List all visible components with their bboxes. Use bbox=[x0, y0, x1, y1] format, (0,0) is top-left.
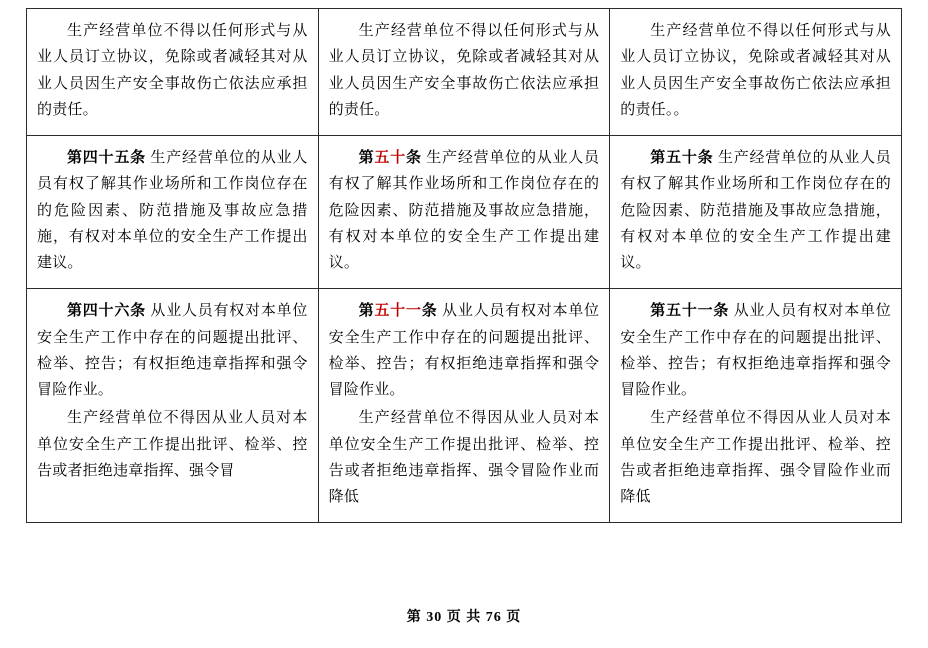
body-text: 生产经营单位不得因从业人员对本单位安全生产工作提出批评、检举、控告或者拒绝违章指挥、强令冒险作业而降低 bbox=[620, 410, 891, 505]
article-number: 第五十条 bbox=[650, 150, 714, 166]
article-number: 第四十五条 bbox=[67, 150, 146, 166]
paragraph bbox=[329, 18, 600, 123]
article-number-highlight: 五十 bbox=[374, 150, 406, 166]
body-text: 生产经营单位不得因从业人员对本单位安全生产工作提出批评、检举、控告或者拒绝违章指挥、强令冒险作业而降低 bbox=[328, 410, 600, 505]
page-footer bbox=[0, 606, 928, 626]
table-cell bbox=[610, 9, 902, 136]
paragraph bbox=[329, 298, 600, 403]
paragraph bbox=[620, 405, 891, 510]
body-text: 生产经营单位不得以任何形式与从业人员订立协议，免除或者减轻其对从业人员因生产安全事故伤亡依法应承担的责任。 bbox=[37, 23, 308, 118]
body-text: 从业人员有权对本单位安全生产工作中存在的问题提出批评、检举、控告；有权拒绝违章指挥和强令冒险作业。 bbox=[37, 303, 308, 398]
table-cell bbox=[27, 289, 319, 523]
paragraph bbox=[620, 18, 891, 123]
table-cell bbox=[318, 289, 610, 523]
paragraph bbox=[329, 145, 600, 276]
footer-text: 第 30 页 共 76 页 bbox=[406, 610, 522, 625]
table-row bbox=[27, 136, 902, 289]
article-number: 第四十六条 bbox=[67, 303, 146, 320]
table-cell bbox=[27, 9, 319, 136]
body-text: 生产经营单位不得因从业人员对本单位安全生产工作提出批评、检举、控告或者拒绝违章指挥、强令冒 bbox=[37, 410, 308, 479]
table-row bbox=[27, 9, 902, 136]
table-cell bbox=[610, 289, 902, 523]
paragraph bbox=[37, 18, 308, 123]
article-number-highlight: 五十一 bbox=[374, 303, 422, 320]
body-text: 从业人员有权对本单位安全生产工作中存在的问题提出批评、检举、控告；有权拒绝违章指挥和强令冒险作业。 bbox=[328, 303, 600, 398]
article-number: 条 bbox=[405, 150, 422, 166]
body-text: 从业人员有权对本单位安全生产工作中存在的问题提出批评、检举、控告；有权拒绝违章指挥和强令冒险作业。 bbox=[620, 303, 891, 398]
article-number: 条 bbox=[421, 303, 438, 320]
table-cell bbox=[610, 136, 902, 289]
paragraph bbox=[329, 405, 600, 510]
body-text: 生产经营单位不得以任何形式与从业人员订立协议，免除或者减轻其对从业人员因生产安全事故伤亡依法应承担的责任。 bbox=[328, 23, 600, 118]
article-number: 第 bbox=[358, 303, 375, 320]
paragraph bbox=[37, 405, 308, 484]
body-text: 生产经营单位的从业人员有权了解其作业场所和工作岗位存在的危险因素、防范措施及事故应急措施，有权对本单位的安全生产工作提出建议。 bbox=[328, 150, 600, 271]
table-cell bbox=[27, 136, 319, 289]
body-text: 生产经营单位的从业人员有权了解其作业场所和工作岗位存在的危险因素、防范措施及事故应急措施，有权对本单位的安全生产工作提出建议。 bbox=[37, 150, 308, 271]
comparison-table bbox=[26, 8, 902, 523]
paragraph bbox=[37, 145, 308, 276]
table-row bbox=[27, 289, 902, 523]
paragraph bbox=[620, 145, 891, 276]
paragraph bbox=[620, 298, 891, 403]
table-body bbox=[27, 9, 902, 523]
table-cell bbox=[318, 136, 610, 289]
article-number: 第 bbox=[358, 150, 375, 166]
article-number: 第五十一条 bbox=[650, 303, 730, 320]
body-text: 生产经营单位的从业人员有权了解其作业场所和工作岗位存在的危险因素、防范措施及事故应急措施，有权对本单位的安全生产工作提出建议。 bbox=[620, 150, 891, 271]
paragraph bbox=[37, 298, 308, 403]
table-cell bbox=[318, 9, 610, 136]
body-text: 生产经营单位不得以任何形式与从业人员订立协议，免除或者减轻其对从业人员因生产安全事故伤亡依法应承担的责任。。 bbox=[620, 23, 891, 118]
